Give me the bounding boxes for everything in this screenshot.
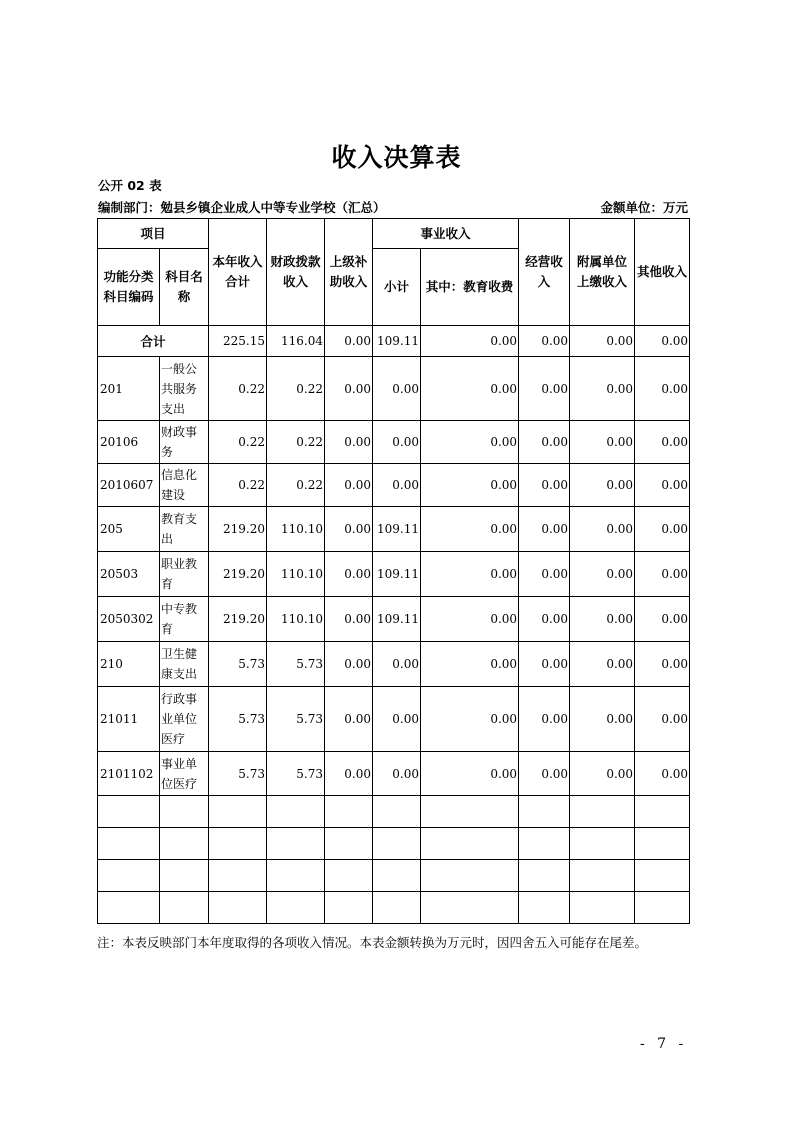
amount-cell: 0.00 [325,642,373,687]
department-label: 编制部门：勉县乡镇企业成人中等专业学校（汇总） [98,200,386,215]
subject-name: 一般公共服务支出 [160,357,209,421]
subject-name: 职业教育 [160,552,209,597]
amount-cell: 0.00 [325,421,373,464]
amount-cell: 0.00 [373,357,421,421]
header-subject-name: 科目名称 [160,249,209,326]
amount-cell: 0.00 [421,687,519,752]
subject-code: 21011 [98,687,160,752]
empty-cell [373,796,421,828]
total-value: 0.00 [519,326,570,357]
header-total-income: 本年收入合计 [209,219,267,326]
amount-cell: 0.00 [570,507,635,552]
table-row [98,552,690,597]
empty-cell [373,828,421,860]
amount-cell: 0.22 [209,464,267,507]
amount-cell: 0.00 [519,597,570,642]
empty-cell [209,892,267,924]
table-row [98,642,690,687]
amount-cell: 5.73 [209,642,267,687]
amount-cell: 5.73 [267,642,325,687]
empty-cell [570,892,635,924]
table-row [98,597,690,642]
table-row [98,507,690,552]
unit-label: 金额单位：万元 [600,200,688,215]
empty-cell [160,828,209,860]
total-value: 0.00 [325,326,373,357]
total-value: 116.04 [267,326,325,357]
amount-cell: 0.00 [325,752,373,796]
empty-cell [373,860,421,892]
empty-cell [519,796,570,828]
amount-cell: 0.22 [267,357,325,421]
table-row [98,687,690,752]
empty-cell [98,860,160,892]
empty-row [98,860,690,892]
amount-cell: 5.73 [209,687,267,752]
amount-cell: 110.10 [267,597,325,642]
amount-cell: 0.00 [570,357,635,421]
header-item: 项目 [98,219,209,249]
total-value: 0.00 [570,326,635,357]
empty-cell [635,892,690,924]
report-meta [98,198,688,216]
empty-cell [421,796,519,828]
table-row [98,752,690,796]
empty-cell [635,828,690,860]
empty-cell [325,860,373,892]
amount-cell: 0.00 [635,464,690,507]
amount-cell: 5.73 [267,752,325,796]
amount-cell: 0.00 [325,597,373,642]
amount-cell: 0.00 [421,421,519,464]
amount-cell: 0.00 [373,752,421,796]
empty-cell [267,828,325,860]
empty-cell [325,892,373,924]
amount-cell: 0.00 [373,464,421,507]
empty-cell [98,796,160,828]
page-number: - 7 - [640,1036,688,1052]
subject-code: 201 [98,357,160,421]
amount-cell: 110.10 [267,552,325,597]
subject-code: 2010607 [98,464,160,507]
amount-cell: 0.22 [267,464,325,507]
amount-cell: 0.00 [421,507,519,552]
income-table [97,218,690,924]
amount-cell: 0.00 [421,752,519,796]
page-title: 收入决算表 [331,143,462,172]
subject-code: 20503 [98,552,160,597]
total-row [98,326,690,357]
amount-cell: 5.73 [267,687,325,752]
amount-cell: 219.20 [209,507,267,552]
amount-cell: 5.73 [209,752,267,796]
amount-cell: 0.00 [570,421,635,464]
empty-cell [325,796,373,828]
amount-cell: 0.00 [519,421,570,464]
empty-cell [570,828,635,860]
header-fiscal: 财政拨款收入 [267,219,325,326]
amount-cell: 109.11 [373,507,421,552]
amount-cell: 0.00 [325,357,373,421]
table-row [98,357,690,421]
total-value: 109.11 [373,326,421,357]
subject-code: 210 [98,642,160,687]
amount-cell: 0.00 [519,687,570,752]
subject-name: 卫生健康支出 [160,642,209,687]
amount-cell: 110.10 [267,507,325,552]
empty-cell [209,796,267,828]
amount-cell: 0.00 [519,357,570,421]
amount-cell: 0.00 [421,552,519,597]
table-row [98,464,690,507]
subject-code: 205 [98,507,160,552]
empty-cell [519,828,570,860]
amount-cell: 0.00 [570,464,635,507]
amount-cell: 0.00 [570,642,635,687]
empty-cell [267,860,325,892]
amount-cell: 0.00 [519,642,570,687]
total-label: 合计 [98,326,209,357]
empty-cell [98,828,160,860]
header-edu-fee: 其中：教育收费 [421,249,519,326]
table-note: 注：本表反映部门本年度取得的各项收入情况。本表金额转换为万元时，因四舍五入可能存在尾差。 [97,935,648,950]
amount-cell: 0.00 [325,552,373,597]
amount-cell: 0.22 [209,357,267,421]
empty-cell [635,796,690,828]
amount-cell: 0.00 [635,642,690,687]
total-value: 225.15 [209,326,267,357]
header-func-code: 功能分类科目编码 [98,249,160,326]
empty-cell [570,796,635,828]
amount-cell: 0.00 [635,597,690,642]
amount-cell: 0.00 [373,421,421,464]
empty-cell [570,860,635,892]
amount-cell: 0.22 [267,421,325,464]
amount-cell: 109.11 [373,597,421,642]
empty-cell [160,892,209,924]
header-career: 事业收入 [373,219,519,249]
amount-cell: 0.00 [325,507,373,552]
amount-cell: 0.22 [209,421,267,464]
amount-cell: 0.00 [570,687,635,752]
empty-cell [160,860,209,892]
empty-cell [209,860,267,892]
amount-cell: 219.20 [209,597,267,642]
subject-name: 事业单位医疗 [160,752,209,796]
empty-row [98,796,690,828]
total-value: 0.00 [635,326,690,357]
empty-cell [421,860,519,892]
empty-cell [209,828,267,860]
empty-cell [267,796,325,828]
table-row [98,421,690,464]
amount-cell: 0.00 [635,752,690,796]
amount-cell: 0.00 [325,687,373,752]
empty-cell [421,892,519,924]
total-value: 0.00 [421,326,519,357]
subject-name: 财政事务 [160,421,209,464]
amount-cell: 0.00 [421,357,519,421]
amount-cell: 0.00 [519,464,570,507]
amount-cell: 0.00 [325,464,373,507]
header-operating: 经营收入 [519,219,570,326]
header-subtotal: 小计 [373,249,421,326]
empty-cell [421,828,519,860]
amount-cell: 0.00 [421,642,519,687]
subject-code: 2101102 [98,752,160,796]
empty-cell [519,892,570,924]
amount-cell: 0.00 [570,552,635,597]
subject-code: 20106 [98,421,160,464]
subject-name: 行政事业单位医疗 [160,687,209,752]
amount-cell: 0.00 [635,421,690,464]
amount-cell: 0.00 [635,552,690,597]
amount-cell: 0.00 [373,687,421,752]
amount-cell: 0.00 [373,642,421,687]
empty-cell [635,860,690,892]
header-other: 其他收入 [635,219,690,326]
subject-code: 2050302 [98,597,160,642]
amount-cell: 0.00 [421,597,519,642]
empty-cell [519,860,570,892]
amount-cell: 219.20 [209,552,267,597]
amount-cell: 0.00 [519,552,570,597]
empty-cell [98,892,160,924]
amount-cell: 109.11 [373,552,421,597]
amount-cell: 0.00 [570,752,635,796]
amount-cell: 0.00 [635,357,690,421]
empty-cell [267,892,325,924]
amount-cell: 0.00 [635,507,690,552]
empty-cell [325,828,373,860]
subject-name: 教育支出 [160,507,209,552]
empty-row [98,892,690,924]
subject-name: 中专教育 [160,597,209,642]
subject-name: 信息化建设 [160,464,209,507]
amount-cell: 0.00 [635,687,690,752]
amount-cell: 0.00 [421,464,519,507]
empty-cell [160,796,209,828]
form-code: 公开 02 表 [98,178,162,193]
amount-cell: 0.00 [519,752,570,796]
empty-row [98,828,690,860]
amount-cell: 0.00 [519,507,570,552]
header-superior: 上级补助收入 [325,219,373,326]
empty-cell [373,892,421,924]
amount-cell: 0.00 [570,597,635,642]
header-affiliated: 附属单位上缴收入 [570,219,635,326]
